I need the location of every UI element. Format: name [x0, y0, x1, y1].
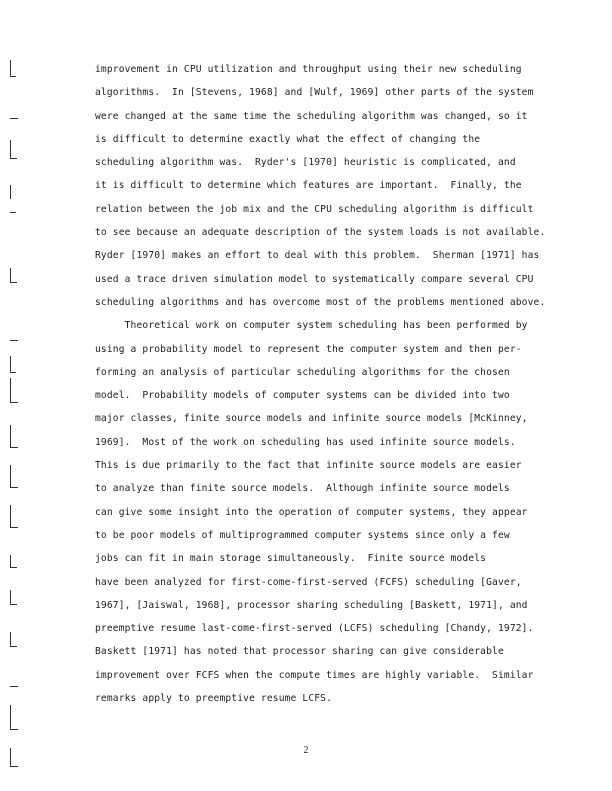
binding-mark [10, 705, 11, 729]
binding-mark [10, 686, 18, 687]
text-line: were changed at the same time the scheduling algorithm was changed, so it [95, 110, 528, 122]
text-line: model. Probability models of computer systems can be divided into two [95, 390, 510, 402]
text-line: algorithms. In [Stevens, 1968] and [Wulf, 1969] other parts of the system [95, 87, 534, 99]
text-line: scheduling algorithms and has overcome most of the problems mentioned above. [95, 296, 546, 308]
binding-mark [10, 356, 11, 372]
text-line: can give some insight into the operation of computer systems, they appear [95, 506, 528, 518]
binding-mark [10, 590, 11, 604]
text-line: using a probability model to represent the computer system and then per- [95, 343, 522, 355]
binding-mark [10, 282, 17, 283]
binding-mark [10, 212, 16, 213]
text-line: improvement over FCFS when the compute times are highly variable. Similar [95, 669, 534, 681]
text-line: preemptive resume last-come-first-served (LCFS) scheduling [Chandy, 1972]. [95, 623, 534, 635]
binding-mark [10, 340, 18, 341]
binding-mark [10, 748, 11, 766]
text-line: to analyze than finite source models. Although infinite source models [95, 483, 510, 495]
text-line: have been analyzed for first-come-first-served (FCFS) scheduling [Gaver, [95, 576, 522, 588]
text-line: Theoretical work on computer system scheduling has been performed by [95, 320, 528, 332]
binding-mark [10, 505, 11, 527]
page-number: 2 [303, 745, 309, 756]
binding-mark [10, 555, 11, 567]
binding-mark [10, 372, 16, 373]
binding-mark [10, 487, 18, 488]
binding-mark [10, 140, 11, 158]
binding-mark [10, 425, 11, 447]
binding-mark [10, 60, 11, 76]
text-line: remarks apply to preemptive resume LCFS. [95, 693, 333, 705]
text-line: to see because an adequate description of the system loads is not available. [95, 227, 546, 239]
body-text [95, 58, 565, 710]
text-line: scheduling algorithm was. Ryder's [1970] heuristic is complicated, and [95, 157, 516, 169]
binding-mark [10, 268, 11, 282]
text-line: to be poor models of multiprogrammed computer systems since only a few [95, 529, 510, 541]
binding-mark [10, 646, 17, 647]
text-line: relation between the job mix and the CPU scheduling algorithm is difficult [95, 203, 534, 215]
binding-mark [10, 632, 11, 646]
binding-mark [10, 527, 18, 528]
binding-mark [10, 465, 11, 487]
binding-mark [10, 402, 18, 403]
text-line: 1967], [Jaiswal, 1968], processor sharing scheduling [Baskett, 1971], and [95, 599, 528, 611]
binding-mark [10, 447, 18, 448]
binding-mark [10, 158, 17, 159]
text-line: This is due primarily to the fact that infinite source models are easier [95, 460, 522, 472]
binding-mark [10, 729, 18, 730]
text-line: jobs can fit in main storage simultaneously. Finite source models [95, 553, 487, 565]
binding-mark [10, 378, 11, 402]
text-line: major classes, finite source models and infinite source models [McKinney, [95, 413, 528, 425]
binding-mark [10, 604, 17, 605]
text-line: improvement in CPU utilization and throughput using their new scheduling [95, 64, 522, 75]
text-line: Baskett [1971] has noted that processor sharing can give considerable [95, 646, 504, 658]
binding-mark [10, 766, 18, 767]
binding-mark [10, 76, 16, 77]
binding-mark [10, 118, 18, 119]
text-line: forming an analysis of particular scheduling algorithms for the chosen [95, 366, 510, 378]
binding-mark [10, 567, 17, 568]
text-line: Ryder [1970] makes an effort to deal with this problem. Sherman [1971] has [95, 250, 540, 262]
binding-mark [10, 185, 11, 199]
text-line: is difficult to determine exactly what the effect of changing the [95, 133, 481, 145]
text-line: 1969]. Most of the work on scheduling has used infinite source models. [95, 436, 516, 448]
text-line: used a trace driven simulation model to systematically compare several CPU [95, 273, 534, 285]
text-line: it is difficult to determine which features are important. Finally, the [95, 180, 522, 192]
